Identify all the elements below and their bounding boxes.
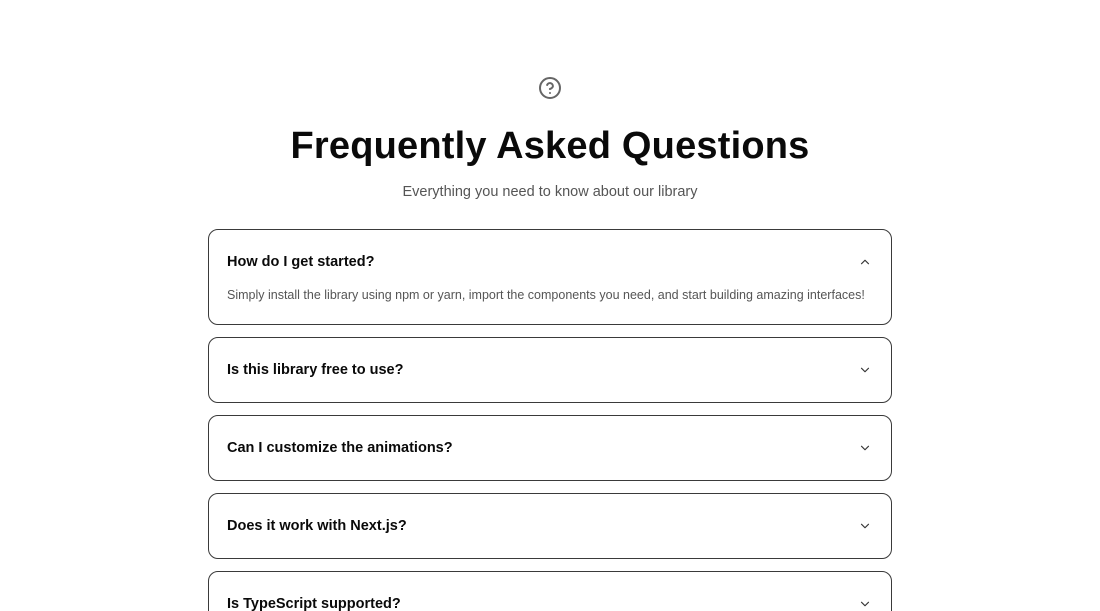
faq-question: Does it work with Next.js? — [227, 518, 407, 534]
faq-toggle-free-to-use[interactable] — [209, 338, 891, 402]
faq-answer: Simply install the library using npm or yarn, import the components you need, and start building amazing interfaces! — [227, 288, 865, 302]
faq-toggle-customize-animations[interactable] — [209, 416, 891, 480]
faq-toggle-nextjs[interactable] — [209, 494, 891, 558]
faq-item-customize-animations — [208, 415, 892, 481]
faq-item-nextjs — [208, 493, 892, 559]
faq-item-typescript — [208, 571, 892, 611]
faq-item-getting-started — [208, 229, 892, 325]
chevron-down-icon — [858, 363, 872, 377]
faq-question: How do I get started? — [227, 254, 375, 270]
faq-toggle-typescript[interactable] — [209, 572, 891, 611]
faq-item-free-to-use — [208, 337, 892, 403]
chevron-down-icon — [858, 519, 872, 533]
chevron-down-icon — [858, 441, 872, 455]
faq-hero — [0, 76, 1100, 201]
faq-toggle-getting-started[interactable] — [209, 230, 891, 294]
faq-question: Is TypeScript supported? — [227, 596, 401, 611]
page-subtitle: Everything you need to know about our library — [402, 184, 698, 200]
faq-question: Can I customize the animations? — [227, 440, 453, 456]
chevron-down-icon — [858, 597, 872, 611]
faq-list — [208, 229, 892, 611]
page-title: Frequently Asked Questions — [290, 125, 810, 167]
help-circle-icon — [538, 76, 562, 100]
chevron-up-icon — [858, 255, 872, 269]
faq-question: Is this library free to use? — [227, 362, 404, 378]
